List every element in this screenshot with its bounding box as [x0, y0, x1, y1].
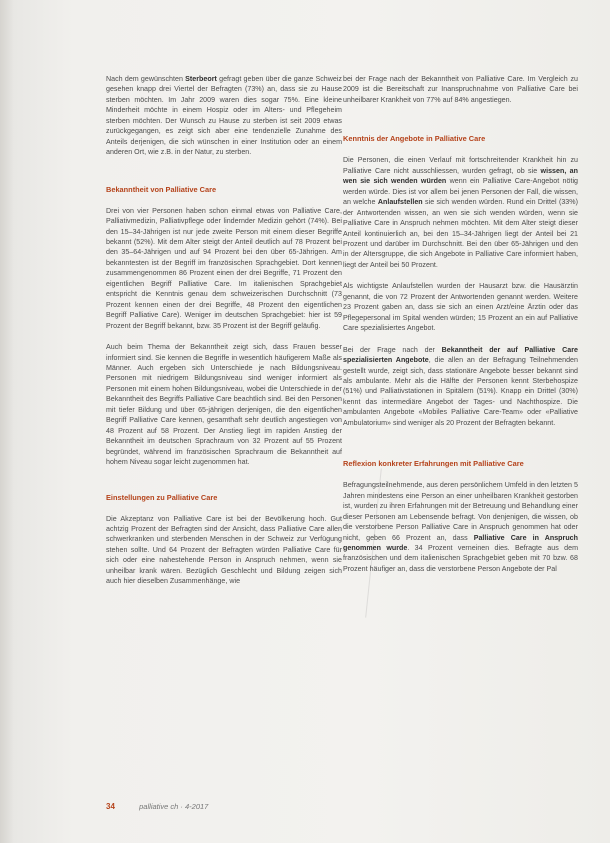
- right-paragraph-3: Als wichtigste Anlaufstellen wurden der Hausarzt bzw. die Hausärztin genannt, die von 72 Prozent der Antwortenden genannt werden. Weitere 23 Prozent gaben an, dass sie sich an einen Arzt/eine Ärztin oder das Pflegepersonal im Spital wenden würden; 15 Prozent an ein auf Palliative Care spezialisiertes Angebot.: [343, 282, 578, 333]
- section-heading-bekanntheit: Bekanntheit von Palliative Care: [106, 184, 217, 194]
- magazine-name: palliative ch · 4-2017: [139, 802, 209, 811]
- right-paragraph-1: bei der Frage nach der Bekanntheit von Palliative Care. Im Vergleich zu 2009 ist die Bereitschaft zur Inanspruchnahme von Palliative Care bei unheilbarer Krankheit von 77% auf 84% angestiegen.: [343, 75, 578, 104]
- left-paragraph-3: Auch beim Thema der Bekanntheit zeigt sich, dass Frauen besser informiert sind. Sie kennen die Begriffe in wesentlich häufigerem Maße als Männer. Auch ergeben sich Unterschiede je nach Bildungsniveau. Personen mit niedrigem Bildungsniveau sind weniger informiert als Personen mit einem hohen Bildungsniveau, wobei die Unterschiede in der Bekanntheit des Begriffs Palliative Care beachtlich sind. Bei den Personen mit tiefer Bildung und über 65-jährigen derjenigen, die den eigentlichen Begriff Palliative Care kennen, gesamthaft sehr deutlich angestiegen von 48 Prozent auf 58 Prozent. Der Anstieg liegt im rapiden Anstieg der Bekanntheit im deutschen Sprachraum von 32 Prozent auf 55 Prozent begründet, während im französischen Sprachraum die Bekanntheit auf hohem Niveau sogar leicht zugenommen hat.: [106, 343, 342, 467]
- section-heading-reflexion: Reflexion konkreter Erfahrungen mit Palliative Care: [343, 459, 524, 469]
- page-fold-shadow: [0, 0, 14, 843]
- right-paragraph-5: Befragungsteilnehmende, aus deren persönlichem Umfeld in den letzten 5 Jahren mindestens eine Person an einer unheilbaren Krankheit gestorben ist, wurden zu ihren Erfahrungen mit der Betreuung und Behandlung einer dieser Personen am Lebensende befragt. Von denjenigen, die wissen, ob die verstorbene Person Palliative Care in Anspruch genommen hat oder nicht, geben 66 Prozent an, dass Palliative Care in Anspruch genommen wurde. 34 Prozent verneinen dies. Befragte aus dem französischen und dem italienischen Sprachgebiet geben mit 70 bzw. 68 Prozent häufiger an, dass die verstorbene Person Angebote der Pal: [343, 481, 579, 573]
- right-paragraph-4: Bei der Frage nach der Bekanntheit der auf Palliative Care spezialisierten Angebote, die allen an der Befragung Teilnehmenden gestellt wurde, zeigt sich, dass stationäre Angebote besser bekannt sind als ambulante. Mehr als die Hälfte der Personen kennt Sterbehospize (51%) und Palliativstationen in Spitälern (51%). Knapp ein Drittel (30%) kennt das intermediäre Angebot der Tages- und Nachthospize. Die ambulanten Angebote «Mobiles Palliative Care-Team» oder «Palliative Ambulatorium» sind weniger als 20 Prozent der Befragten bekannt.: [343, 345, 578, 427]
- section-heading-kenntnis-angebote: Kenntnis der Angebote in Palliative Care: [343, 134, 486, 144]
- section-heading-einstellungen: Einstellungen zu Palliative Care: [106, 492, 218, 502]
- page-number: 34: [106, 802, 115, 811]
- right-paragraph-2: Die Personen, die einen Verlauf mit fortschreitender Krankheit hin zu Palliative Care nicht ausschliessen, wurden gefragt, ob sie wissen, an wen sie sich wenden würden wenn ein Palliative Care-Angebot nötig werden würde. Dies ist vor allem bei jenen Personen der Fall, die wissen, an welche Anlaufstellen sie sich wenden würden. Rund ein Drittel (33%) der Antwortenden wissen, an wen sie sich wenden würden, wenn sie Palliative Care in Anspruch nehmen möchten. Mit dem Alter steigt dieser Anteil kontinuierlich an, bei den 15–34-Jährigen liegt der Anteil bei 21 Prozent und darüber im Durchschnitt. Bei den über 65-Jährigen und den in der Altersgruppe, die sich Angebote in Palliative Care informiert haben, liegt der Anteil bei 50 Prozent.: [343, 156, 579, 269]
- page-footer: [106, 802, 208, 811]
- left-paragraph-2: Drei von vier Personen haben schon einmal etwas von Palliative Care, Palliativmedizin, Palliativpflege oder lindernder Medizin gehört (74%). Bei den 15–34-Jährigen ist nur jede zweite Person mit einem dieser Begriffe bekannt (52%). Mit dem Alter steigt der Anteil deutlich auf 78 Prozent bei den 35–64-Jährigen und auf 94 Prozent bei den über 65-Jährigen. Am bekanntesten ist der Begriff im französischen Sprachgebiet. Dort kennen zusammengenommen 86 Prozent einen der drei Begriffe, 71 Prozent den eigentlichen Begriff Palliative Care. Im italienischen Sprachgebiet entspricht die Kenntnis genau dem schweizerischen Durchschnitt (73 Prozent kennen einen der drei Begriffe, 48 Prozent den eigentlichen Begriff Palliative Care). Weniger im deutschen Sprachgebiet: hier ist 59 Prozent der Begriff bekannt, bzw. 35 Prozent ist der Begriff geläufig.: [106, 206, 342, 330]
- left-paragraph-4: Die Akzeptanz von Palliative Care ist bei der Bevölkerung hoch. Gut achtzig Prozent der Befragten sind der Ansicht, dass Palliative Care allen schwerkranken und sterbenden Menschen in der Schweiz zur Verfügung stehen sollte. Und 64 Prozent der Befragten würden Palliative Care für sich oder eine nahestehende Person in Anspruch nehmen, wenn sie unheilbar krank wären. Bezüglich Geschlecht und Bildung zeigen sich auch hier dieselben Zusammenhänge, wie: [106, 514, 342, 586]
- left-paragraph-1: Nach dem gewünschten Sterbeort gefragt geben über die ganze Schweiz gesehen knapp drei Viertel der Befragten (73%) an, dass sie zu Hause sterben möchten. Im Jahr 2009 waren dies sogar 75%. Eine kleine Minderheit möchte in einem Hospiz oder im Alters- und Pflegeheim sterben möchten. Der Wunsch zu Hause zu sterben ist seit 2009 etwas zurückgegangen, es zeigt sich aber eine tendenzielle Zunahme des Anteils derjenigen, die sich wünschen in einer Institution oder an einem anderen Ort, wie z.B. in der Natur, zu sterben.: [106, 75, 342, 157]
- right-column: [343, 74, 578, 585]
- left-column: [106, 74, 342, 598]
